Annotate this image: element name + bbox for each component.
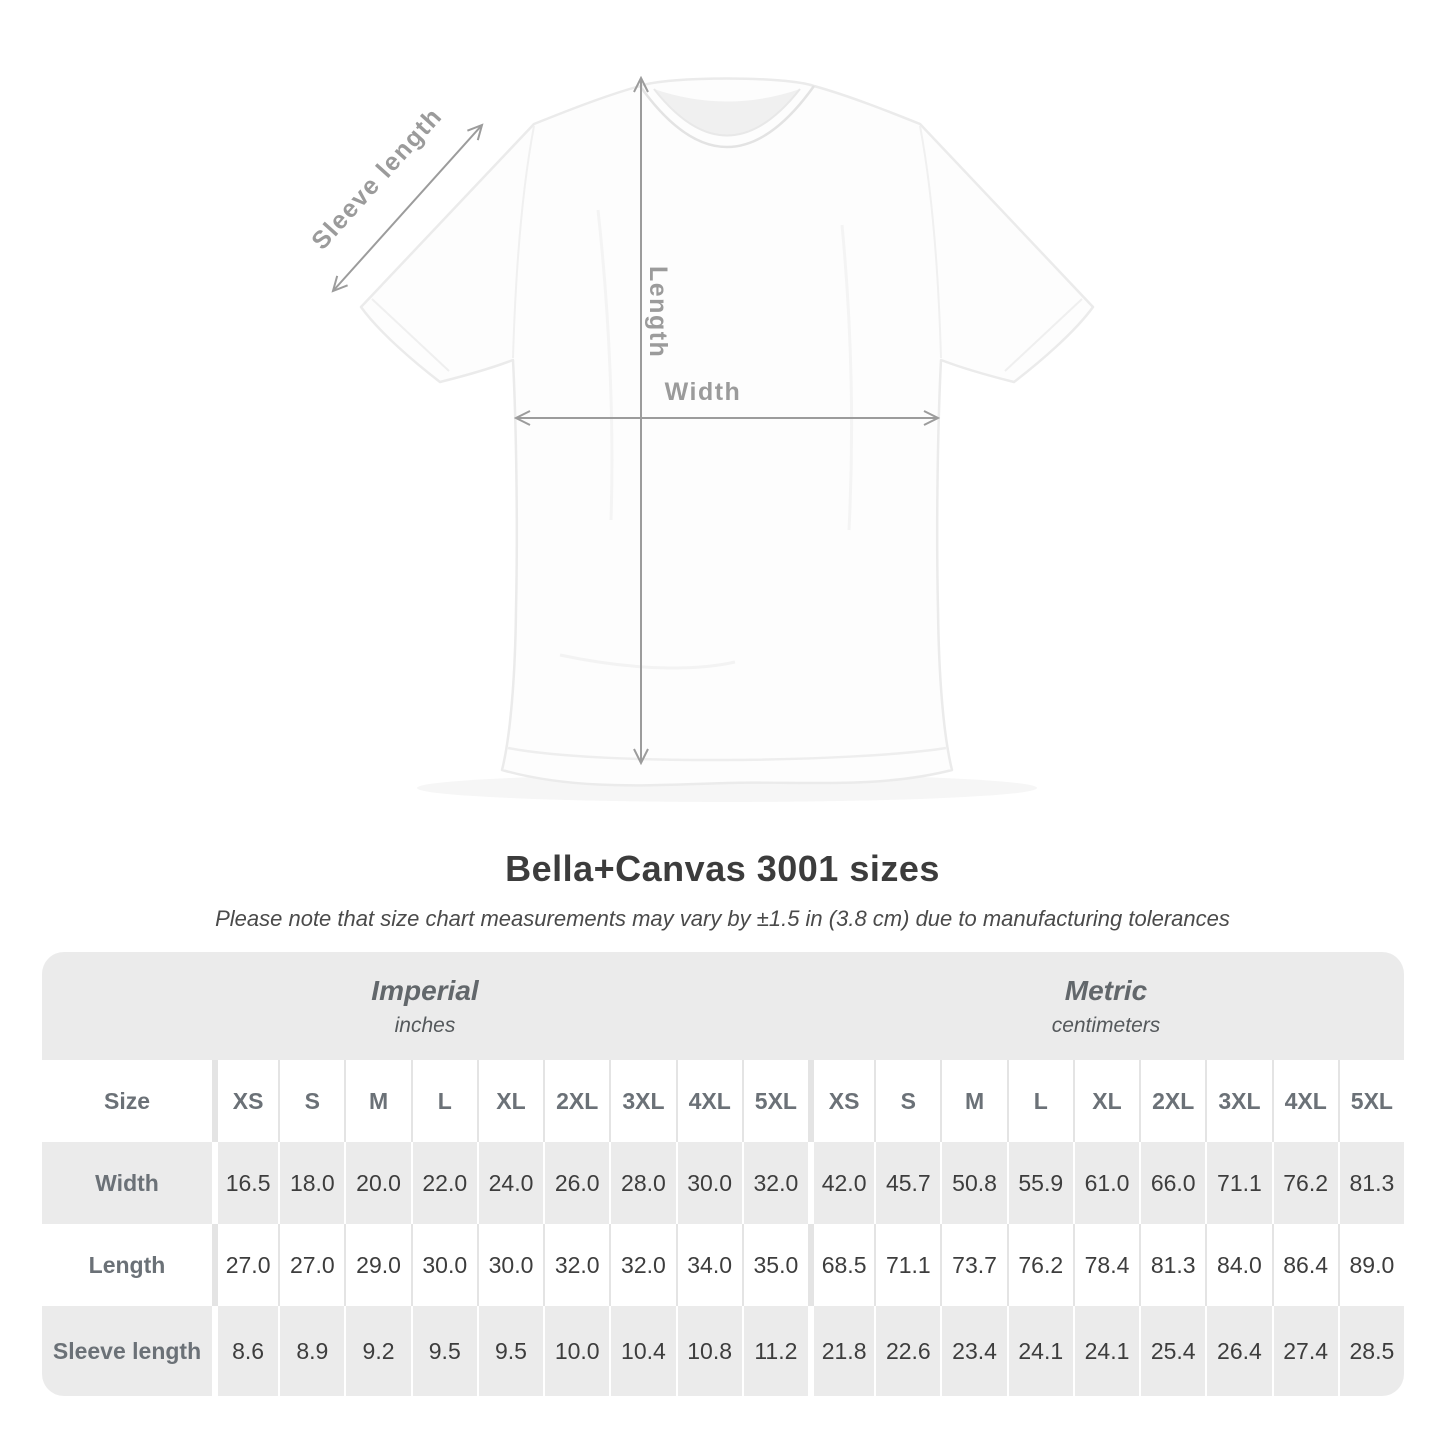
size-header-metric-4xl: 4XL	[1272, 1060, 1338, 1142]
cell-length-metric-s: 71.1	[874, 1224, 940, 1306]
row-label-width: Width	[42, 1142, 212, 1224]
length-annotation: Length	[644, 266, 672, 359]
cell-sleeve-length-metric-s: 22.6	[874, 1306, 940, 1396]
cell-width-metric-m: 50.8	[940, 1142, 1006, 1224]
cell-width-imperial-4xl: 30.0	[676, 1142, 742, 1224]
unit-group-title: Imperial	[371, 974, 479, 1006]
unit-group-metric	[808, 952, 1404, 1060]
cell-length-imperial-5xl: 35.0	[742, 1224, 808, 1306]
size-header-imperial-m: M	[344, 1060, 410, 1142]
cell-width-metric-xs: 42.0	[808, 1142, 874, 1224]
cell-sleeve-length-imperial-m: 9.2	[344, 1306, 410, 1396]
size-header-imperial-4xl: 4XL	[676, 1060, 742, 1142]
cell-length-metric-xs: 68.5	[808, 1224, 874, 1306]
size-header-imperial-s: S	[278, 1060, 344, 1142]
cell-width-imperial-2xl: 26.0	[543, 1142, 609, 1224]
size-header-imperial-xs: XS	[212, 1060, 278, 1142]
cell-length-metric-l: 76.2	[1007, 1224, 1073, 1306]
row-label-sleeve-length: Sleeve length	[42, 1306, 212, 1396]
cell-sleeve-length-imperial-2xl: 10.0	[543, 1306, 609, 1396]
cell-sleeve-length-metric-3xl: 26.4	[1205, 1306, 1271, 1396]
cell-width-metric-4xl: 76.2	[1272, 1142, 1338, 1224]
cell-width-imperial-5xl: 32.0	[742, 1142, 808, 1224]
cell-length-imperial-3xl: 32.0	[609, 1224, 675, 1306]
unit-group-imperial	[42, 952, 808, 1060]
cell-width-metric-xl: 61.0	[1073, 1142, 1139, 1224]
size-header-imperial-l: L	[411, 1060, 477, 1142]
cell-sleeve-length-metric-l: 24.1	[1007, 1306, 1073, 1396]
size-corner-header: Size	[42, 1060, 212, 1142]
cell-sleeve-length-metric-2xl: 25.4	[1139, 1306, 1205, 1396]
cell-length-imperial-xl: 30.0	[477, 1224, 543, 1306]
sleeve-length-annotation: Sleeve length	[306, 102, 448, 256]
cell-length-metric-4xl: 86.4	[1272, 1224, 1338, 1306]
cell-sleeve-length-imperial-3xl: 10.4	[609, 1306, 675, 1396]
cell-width-metric-2xl: 66.0	[1139, 1142, 1205, 1224]
cell-sleeve-length-imperial-s: 8.9	[278, 1306, 344, 1396]
width-annotation: Width	[664, 378, 742, 406]
cell-sleeve-length-metric-xl: 24.1	[1073, 1306, 1139, 1396]
cell-sleeve-length-imperial-5xl: 11.2	[742, 1306, 808, 1396]
unit-group-unit: inches	[394, 1013, 456, 1037]
cell-length-imperial-2xl: 32.0	[543, 1224, 609, 1306]
cell-sleeve-length-imperial-xl: 9.5	[477, 1306, 543, 1396]
cell-width-metric-s: 45.7	[874, 1142, 940, 1224]
size-header-imperial-3xl: 3XL	[609, 1060, 675, 1142]
cell-sleeve-length-metric-xs: 21.8	[808, 1306, 874, 1396]
cell-width-imperial-xs: 16.5	[212, 1142, 278, 1224]
cell-sleeve-length-metric-5xl: 28.5	[1338, 1306, 1404, 1396]
size-header-metric-l: L	[1007, 1060, 1073, 1142]
cell-length-metric-5xl: 89.0	[1338, 1224, 1404, 1306]
cell-width-metric-l: 55.9	[1007, 1142, 1073, 1224]
cell-width-imperial-m: 20.0	[344, 1142, 410, 1224]
cell-sleeve-length-metric-m: 23.4	[940, 1306, 1006, 1396]
cell-width-metric-5xl: 81.3	[1338, 1142, 1404, 1224]
cell-width-imperial-l: 22.0	[411, 1142, 477, 1224]
cell-sleeve-length-metric-4xl: 27.4	[1272, 1306, 1338, 1396]
page-title: Bella+Canvas 3001 sizes	[505, 848, 940, 889]
cell-width-metric-3xl: 71.1	[1205, 1142, 1271, 1224]
cell-length-imperial-xs: 27.0	[212, 1224, 278, 1306]
unit-group-unit: centimeters	[1051, 1013, 1161, 1037]
cell-width-imperial-s: 18.0	[278, 1142, 344, 1224]
unit-group-title: Metric	[1064, 974, 1148, 1006]
cell-length-metric-xl: 78.4	[1073, 1224, 1139, 1306]
cell-length-imperial-s: 27.0	[278, 1224, 344, 1306]
cell-sleeve-length-imperial-xs: 8.6	[212, 1306, 278, 1396]
cell-sleeve-length-imperial-4xl: 10.8	[676, 1306, 742, 1396]
cell-length-metric-2xl: 81.3	[1139, 1224, 1205, 1306]
size-table	[42, 952, 1404, 1396]
size-header-metric-3xl: 3XL	[1205, 1060, 1271, 1142]
cell-length-metric-m: 73.7	[940, 1224, 1006, 1306]
cell-length-imperial-4xl: 34.0	[676, 1224, 742, 1306]
size-header-metric-xs: XS	[808, 1060, 874, 1142]
tshirt-body	[361, 79, 1093, 786]
row-label-length: Length	[42, 1224, 212, 1306]
cell-length-imperial-l: 30.0	[411, 1224, 477, 1306]
page-subtitle: Please note that size chart measurements may vary by ±1.5 in (3.8 cm) due to manufacturing tolerances	[215, 906, 1230, 931]
cell-length-imperial-m: 29.0	[344, 1224, 410, 1306]
size-header-imperial-2xl: 2XL	[543, 1060, 609, 1142]
size-header-metric-xl: XL	[1073, 1060, 1139, 1142]
cell-width-imperial-xl: 24.0	[477, 1142, 543, 1224]
size-header-metric-2xl: 2XL	[1139, 1060, 1205, 1142]
cell-width-imperial-3xl: 28.0	[609, 1142, 675, 1224]
size-header-imperial-xl: XL	[477, 1060, 543, 1142]
size-header-metric-5xl: 5XL	[1338, 1060, 1404, 1142]
size-header-imperial-5xl: 5XL	[742, 1060, 808, 1142]
size-header-metric-s: S	[874, 1060, 940, 1142]
size-header-metric-m: M	[940, 1060, 1006, 1142]
cell-length-metric-3xl: 84.0	[1205, 1224, 1271, 1306]
cell-sleeve-length-imperial-l: 9.5	[411, 1306, 477, 1396]
